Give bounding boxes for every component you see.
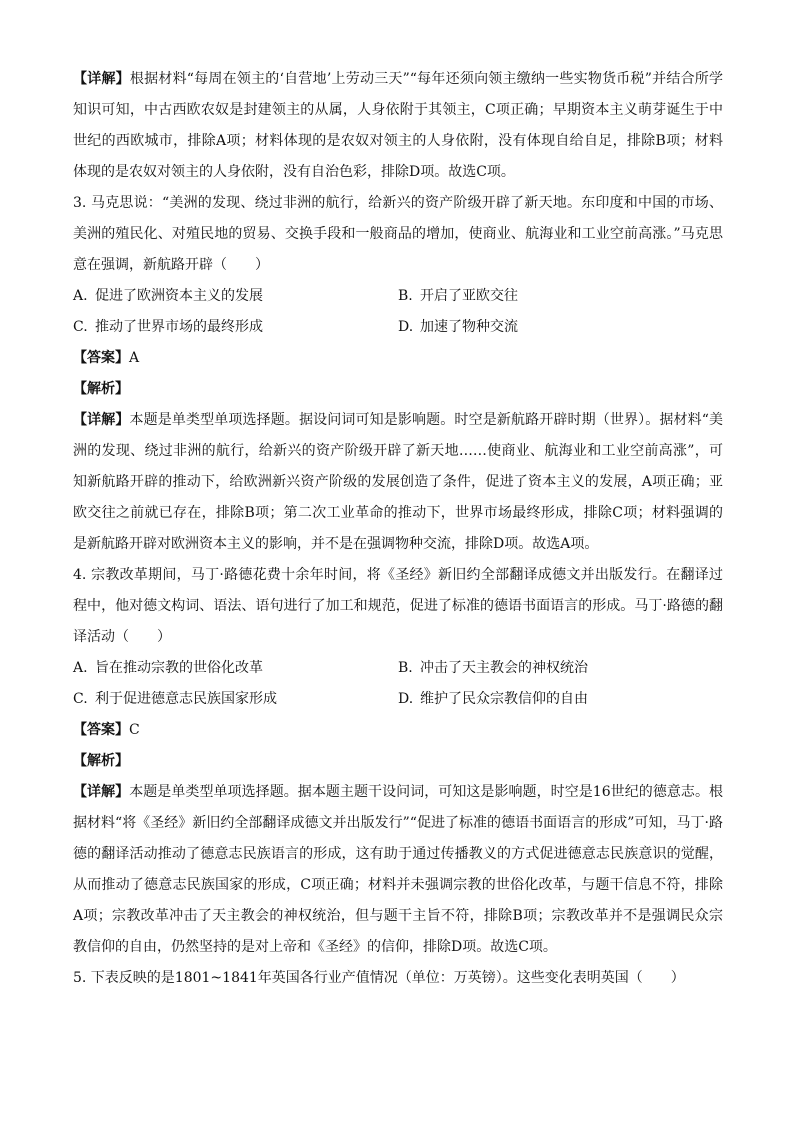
- q3-stem: 3. 马克思说：“美洲的发现、绕过非洲的航行，给新兴的资产阶级开辟了新天地。东印度和中国的市场、美洲的殖民化、对殖民地的贸易、交换手段和一般商品的增加，使商业、航海业和工业空前高涨。”马克思意在强调，新航路开辟（ ）: [73, 195, 723, 273]
- option-text: 加速了物种交流: [420, 319, 518, 335]
- option-key: B.: [398, 660, 413, 676]
- q3-answer-value: A: [129, 350, 140, 366]
- q3-detail: [73, 405, 723, 560]
- q4-detail: [73, 777, 723, 963]
- q4-stem: 4. 宗教改革期间，马丁·路德花费十余年时间，将《圣经》新旧约全部翻译成德文并出版发行。在翻译过程中，他对德文构词、语法、语句进行了加工和规范，促进了标准的德语书面语言的形成。马丁·路德的翻译活动（ ）: [73, 567, 723, 645]
- q3-options: [73, 281, 723, 343]
- q5-stem: 5. 下表反映的是1801~1841年英国各行业产值情况（单位：万英镑）。这些变化表明英国（ ）: [73, 970, 685, 986]
- q3-detail-text: 本题是单类型单项选择题。据设问词可知是影响题。时空是新航路开辟时期（世界）。据材料“美洲的发现、绕过非洲的航行，给新兴的资产阶级开辟了新天地……使商业、航海业和工业空前高涨”，可知新航路开辟的推动下，给欧洲新兴资产阶级的发展创造了条件，促进了资本主义的发展，A项正确；亚欧交往之前就已存在，排除B项；第二次工业革命的推动下，世界市场最终形成，排除C项；材料强调的是新航路开辟对欧洲资本主义的影响，并不是在强调物种交流，排除D项。故选A项。: [73, 412, 724, 552]
- option-key: C.: [73, 319, 88, 335]
- page-content: [73, 64, 723, 994]
- option-text: 促进了欧洲资本主义的发展: [95, 288, 263, 304]
- q4-answer-value: C: [129, 722, 140, 738]
- option-key: D.: [398, 691, 414, 707]
- q4-option-a: [73, 653, 398, 684]
- option-text: 旨在推动宗教的世俗化改革: [95, 660, 263, 676]
- q4-option-d: [398, 684, 723, 715]
- q4-detail-label: 【详解】: [73, 784, 130, 800]
- q4-analysis-label: 【解析】: [73, 753, 129, 769]
- option-text: 推动了世界市场的最终形成: [95, 319, 263, 335]
- q4-option-b: [398, 653, 723, 684]
- q3-option-a: [73, 281, 398, 312]
- q4-options: [73, 653, 723, 715]
- option-key: C.: [73, 691, 88, 707]
- option-key: D.: [398, 319, 414, 335]
- option-key: A.: [73, 288, 88, 304]
- q3-detail-label: 【详解】: [73, 412, 130, 428]
- q3-analysis-label: 【解析】: [73, 381, 129, 397]
- option-text: 维护了民众宗教信仰的自由: [420, 691, 588, 707]
- q3-option-b: [398, 281, 723, 312]
- option-text: 开启了亚欧交往: [420, 288, 518, 304]
- q2-detail-text: 根据材料“每周在领主的‘自营地’上劳动三天”“每年还须向领主缴纳一些实物货币税”并结合所学知识可知，中古西欧农奴是封建领主的从属，人身依附于其领主，C项正确；早期资本主义萌芽诞生于中世纪的西欧城市，排除A项；材料体现的是农奴对领主的人身依附，没有体现自给自足，排除B项；材料体现的是农奴对领主的人身依附，没有自治色彩，排除D项。故选C项。: [73, 71, 724, 180]
- option-text: 利于促进德意志民族国家形成: [95, 691, 277, 707]
- q3-option-d: [398, 312, 723, 343]
- q2-detail-label: 【详解】: [73, 71, 130, 87]
- option-key: A.: [73, 660, 88, 676]
- q4-option-c: [73, 684, 398, 715]
- option-text: 冲击了天主教会的神权统治: [420, 660, 588, 676]
- q4-answer: [73, 715, 723, 746]
- q3-answer: [73, 343, 723, 374]
- q3-option-c: [73, 312, 398, 343]
- q4-detail-text: 本题是单类型单项选择题。据本题主题干设问词，可知这是影响题，时空是16世纪的德意志。根据材料“将《圣经》新旧约全部翻译成德文并出版发行”“促进了标准的德语书面语言的形成”可知，马丁·路德的翻译活动推动了德意志民族语言的形成，这有助于通过传播教义的方式促进德意志民族意识的觉醒，从而推动了德意志民族国家的形成，C项正确；材料并未强调宗教的世俗化改革，与题干信息不符，排除A项；宗教改革冲击了天主教会的神权统治，但与题干主旨不符，排除B项；宗教改革并不是强调民众宗教信仰的自由，仍然坚持的是对上帝和《圣经》的信仰，排除D项。故选C项。: [73, 784, 724, 955]
- option-key: B.: [398, 288, 413, 304]
- q3-answer-label: 【答案】: [73, 350, 129, 366]
- q2-detail: [73, 64, 723, 188]
- q4-answer-label: 【答案】: [73, 722, 129, 738]
